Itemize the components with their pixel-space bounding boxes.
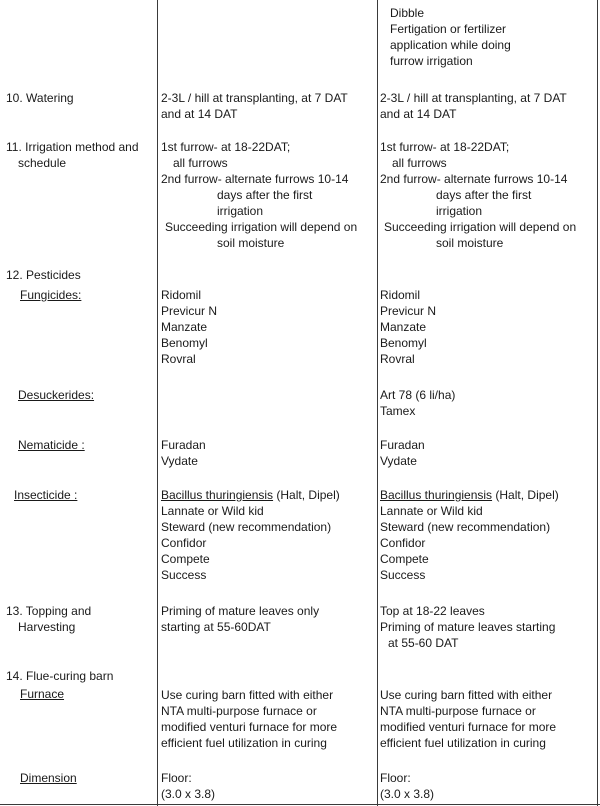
insecticide-right: Bacillus thuringiensis (Halt, Dipel) Lannate or Wild kid Steward (new recommendation) Confidor Compete Success bbox=[380, 488, 559, 582]
desuckerides-label: Desuckerides: bbox=[18, 388, 95, 402]
topping-label: 13. Topping and Harvesting bbox=[6, 604, 92, 634]
nematicide-label: Nematicide : bbox=[18, 438, 85, 452]
fungicides-right: Ridomil Previcur N Manzate Benomyl Rovral bbox=[380, 288, 437, 366]
pesticides-label: 12. Pesticides bbox=[6, 268, 81, 282]
dimension-right: Floor: (3.0 x 3.8) bbox=[380, 771, 435, 801]
column-divider-1 bbox=[157, 0, 158, 806]
bottom-border bbox=[0, 804, 600, 805]
irrigation-label: 11. Irrigation method and schedule bbox=[6, 140, 139, 170]
topping-right: Top at 18-22 leaves Priming of mature leaves starting at 55-60 DAT bbox=[380, 604, 556, 650]
desuckerides-right: Art 78 (6 li/ha) Tamex bbox=[380, 388, 456, 418]
furnace-label: Furnace bbox=[20, 687, 65, 701]
barn-label: 14. Flue-curing barn bbox=[6, 669, 114, 683]
watering-label: 10. Watering bbox=[6, 91, 74, 105]
irrigation-right: 1st furrow- at 18-22DAT; all furrows 2nd furrow- alternate furrows 10-14 days after the first irrigation Succeeding irrigation will depend on soil moisture bbox=[380, 140, 577, 250]
fungicides-label: Fungicides: bbox=[20, 288, 82, 302]
top-right-text: Dibble Fertigation or fertilizer application while doing furrow irrigation bbox=[390, 6, 511, 68]
watering-right: 2-3L / hill at transplanting, at 7 DAT and at 14 DAT bbox=[380, 91, 567, 121]
column-divider-2 bbox=[377, 0, 378, 806]
column-divider-3 bbox=[597, 0, 598, 806]
topping-mid: Priming of mature leaves only starting at 55-60DAT bbox=[161, 604, 320, 634]
insecticide-label: Insecticide : bbox=[14, 488, 78, 502]
insecticide-mid: Bacillus thuringiensis (Halt, Dipel) Lannate or Wild kid Steward (new recommendation) Confidor Compete Success bbox=[161, 488, 340, 582]
barn-mid: Use curing barn fitted with either NTA multi-purpose furnace or modified venturi furnace for more efficient fuel utilization in curing bbox=[161, 688, 338, 750]
dimension-label: Dimension bbox=[20, 771, 77, 785]
irrigation-mid: 1st furrow- at 18-22DAT; all furrows 2nd furrow- alternate furrows 10-14 days after the first irrigation Succeeding irrigation will depend on soil moisture bbox=[161, 140, 358, 250]
barn-right: Use curing barn fitted with either NTA multi-purpose furnace or modified venturi furnace for more efficient fuel utilization in curing bbox=[380, 688, 557, 750]
fungicides-mid: Ridomil Previcur N Manzate Benomyl Rovral bbox=[161, 288, 218, 366]
dimension-mid: Floor: (3.0 x 3.8) bbox=[161, 771, 216, 801]
nematicide-right: Furadan Vydate bbox=[380, 438, 425, 468]
nematicide-mid: Furadan Vydate bbox=[161, 438, 206, 468]
watering-mid: 2-3L / hill at transplanting, at 7 DAT and at 14 DAT bbox=[161, 91, 348, 121]
